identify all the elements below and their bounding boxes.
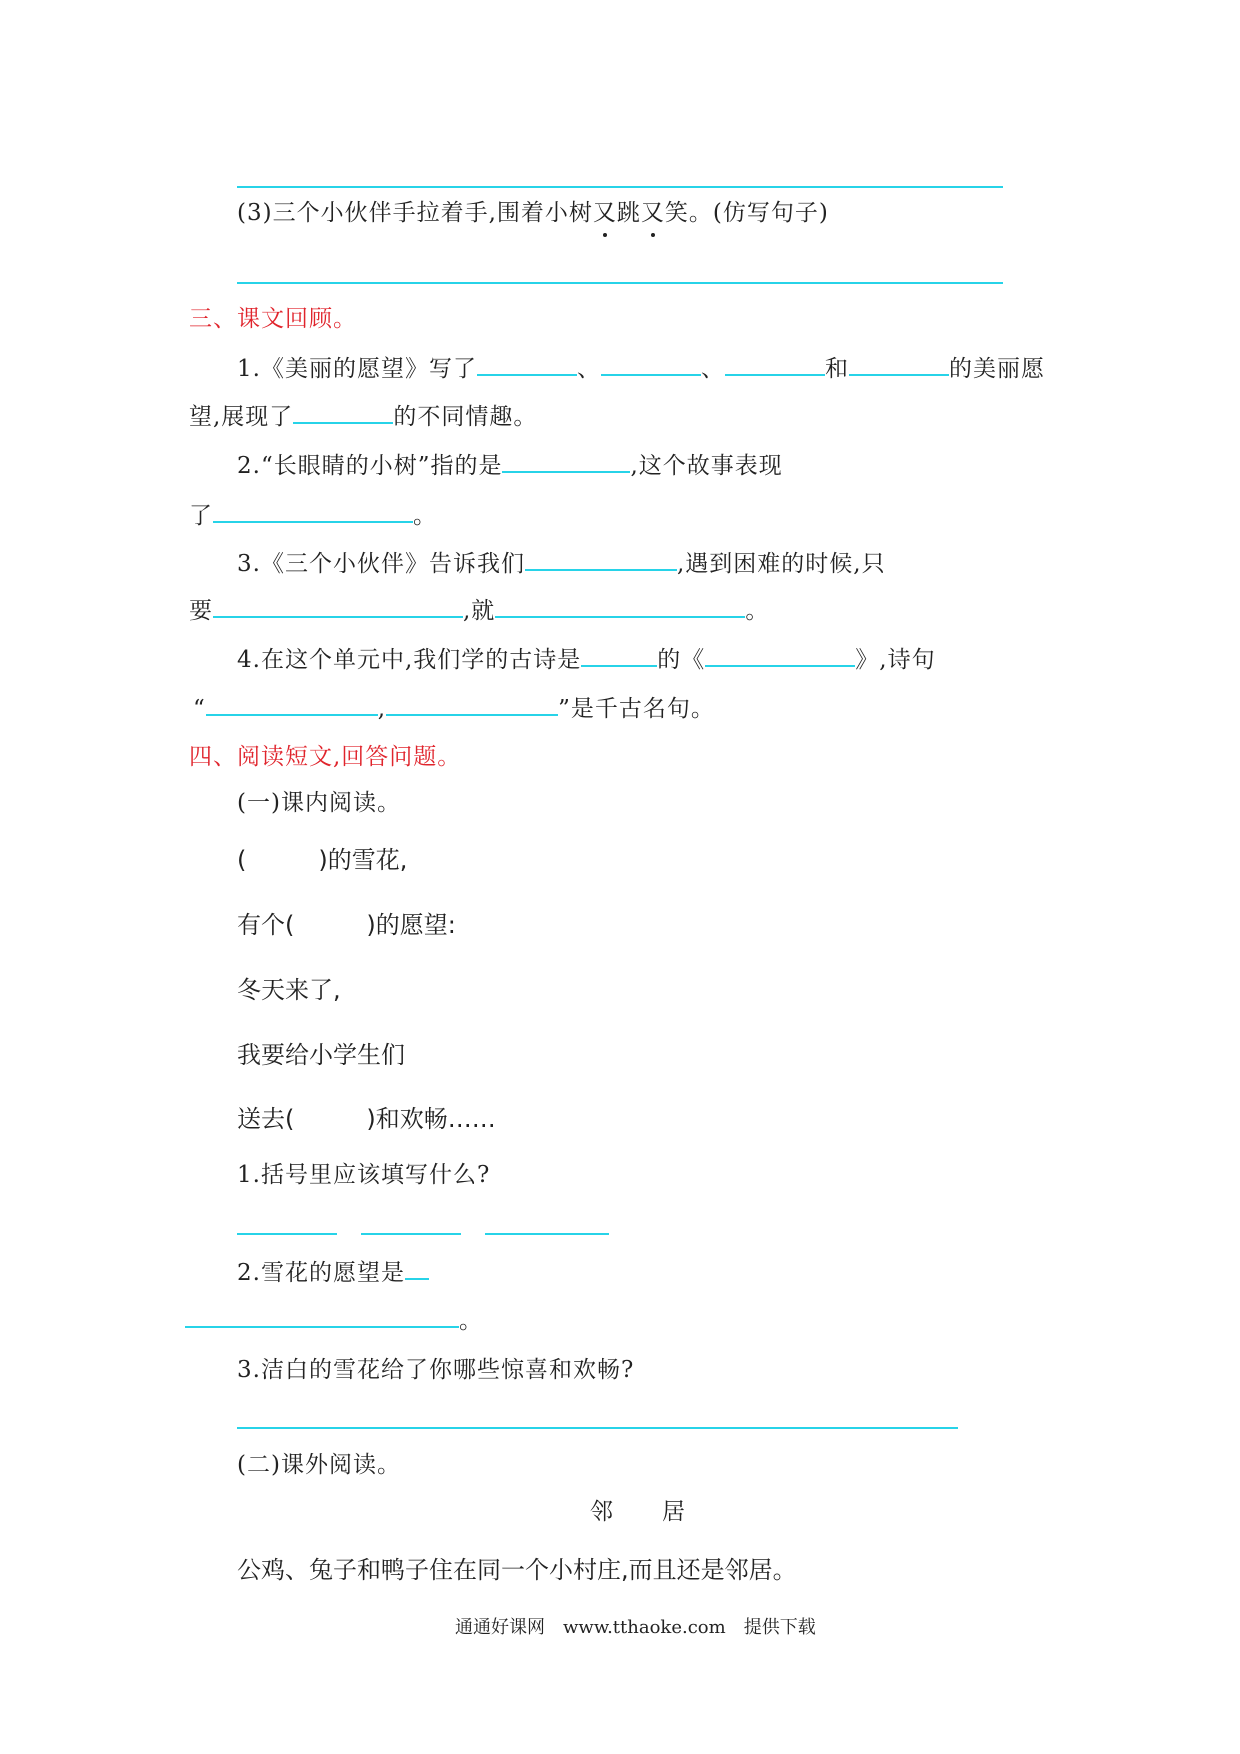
fill-blank[interactable] bbox=[386, 694, 558, 716]
fill-blank[interactable] bbox=[502, 451, 630, 473]
fill-blank[interactable] bbox=[525, 549, 677, 571]
question-3-line1: 3.《三个小伙伴》告诉我们 ,遇到困难的时候,只 bbox=[237, 551, 886, 577]
fill-blank[interactable] bbox=[293, 402, 393, 424]
fill-blank[interactable] bbox=[206, 694, 378, 716]
question-1-line2: 望,展现了 的不同情趣。 bbox=[189, 404, 538, 430]
fill-blank[interactable] bbox=[185, 1306, 459, 1328]
fill-blank[interactable] bbox=[495, 596, 745, 618]
fill-blank[interactable] bbox=[213, 501, 413, 523]
answer-line[interactable] bbox=[485, 1233, 609, 1235]
question-1-line1: 1.《美丽的愿望》写了 、 、 和 的美丽愿 bbox=[237, 356, 1045, 382]
answer-line[interactable] bbox=[361, 1233, 461, 1235]
fill-blank[interactable] bbox=[213, 596, 463, 618]
fill-blank[interactable] bbox=[477, 354, 577, 376]
poem-line: 我要给小学生们 bbox=[237, 1041, 405, 1069]
page-footer: 通通好课网 www.tthaoke.com 提供下载 bbox=[455, 1617, 816, 1638]
answer-line[interactable] bbox=[237, 186, 1003, 188]
reading-question-2: 2.雪花的愿望是 bbox=[237, 1258, 429, 1288]
fill-blank[interactable] bbox=[705, 645, 855, 667]
question-2-line1: 2.“长眼睛的小树”指的是 ,这个故事表现 bbox=[237, 453, 783, 479]
story-paragraph: 公鸡、兔子和鸭子住在同一个小村庄,而且还是邻居。 bbox=[237, 1556, 797, 1584]
subsection-heading: (一)课内阅读。 bbox=[237, 790, 401, 816]
poem-line: ( )的雪花, bbox=[237, 846, 408, 874]
emphasis-dot-char: 又 bbox=[592, 200, 617, 226]
reading-question-1: 1.括号里应该填写什么? bbox=[237, 1162, 491, 1188]
poem-line: 有个( )的愿望: bbox=[237, 911, 456, 939]
poem-line: 冬天来了, bbox=[237, 976, 341, 1004]
section-heading: 四、阅读短文,回答问题。 bbox=[189, 744, 462, 770]
reading-question-2-line2: 。 bbox=[185, 1306, 483, 1336]
section-heading: 三、课文回顾。 bbox=[189, 306, 357, 332]
fill-blank[interactable] bbox=[581, 645, 657, 667]
fill-blank[interactable] bbox=[405, 1258, 429, 1280]
question-3-line2: 要 ,就 。 bbox=[189, 598, 770, 624]
answer-line[interactable] bbox=[237, 1233, 337, 1235]
subsection-heading: (二)课外阅读。 bbox=[237, 1452, 401, 1478]
reading-question-3: 3.洁白的雪花给了你哪些惊喜和欢畅? bbox=[237, 1357, 635, 1383]
question-2-line2: 了 。 bbox=[189, 503, 437, 529]
fill-blank[interactable] bbox=[601, 354, 701, 376]
emphasis-dot-char: 又 bbox=[640, 200, 665, 226]
answer-line[interactable] bbox=[237, 282, 1003, 284]
story-title: 邻 居 bbox=[590, 1499, 686, 1525]
question-4-line1: 4.在这个单元中,我们学的古诗是 的《 》,诗句 bbox=[237, 647, 936, 673]
fill-blank[interactable] bbox=[725, 354, 825, 376]
poem-line: 送去( )和欢畅…… bbox=[237, 1105, 496, 1133]
answer-line[interactable] bbox=[237, 1427, 958, 1429]
question-4-line2: “ , ”是千古名句。 bbox=[193, 696, 715, 722]
question-item-3: (3)三个小伙伴手拉着手,围着小树又跳又笑。(仿写句子) bbox=[237, 200, 829, 226]
fill-blank[interactable] bbox=[849, 354, 949, 376]
